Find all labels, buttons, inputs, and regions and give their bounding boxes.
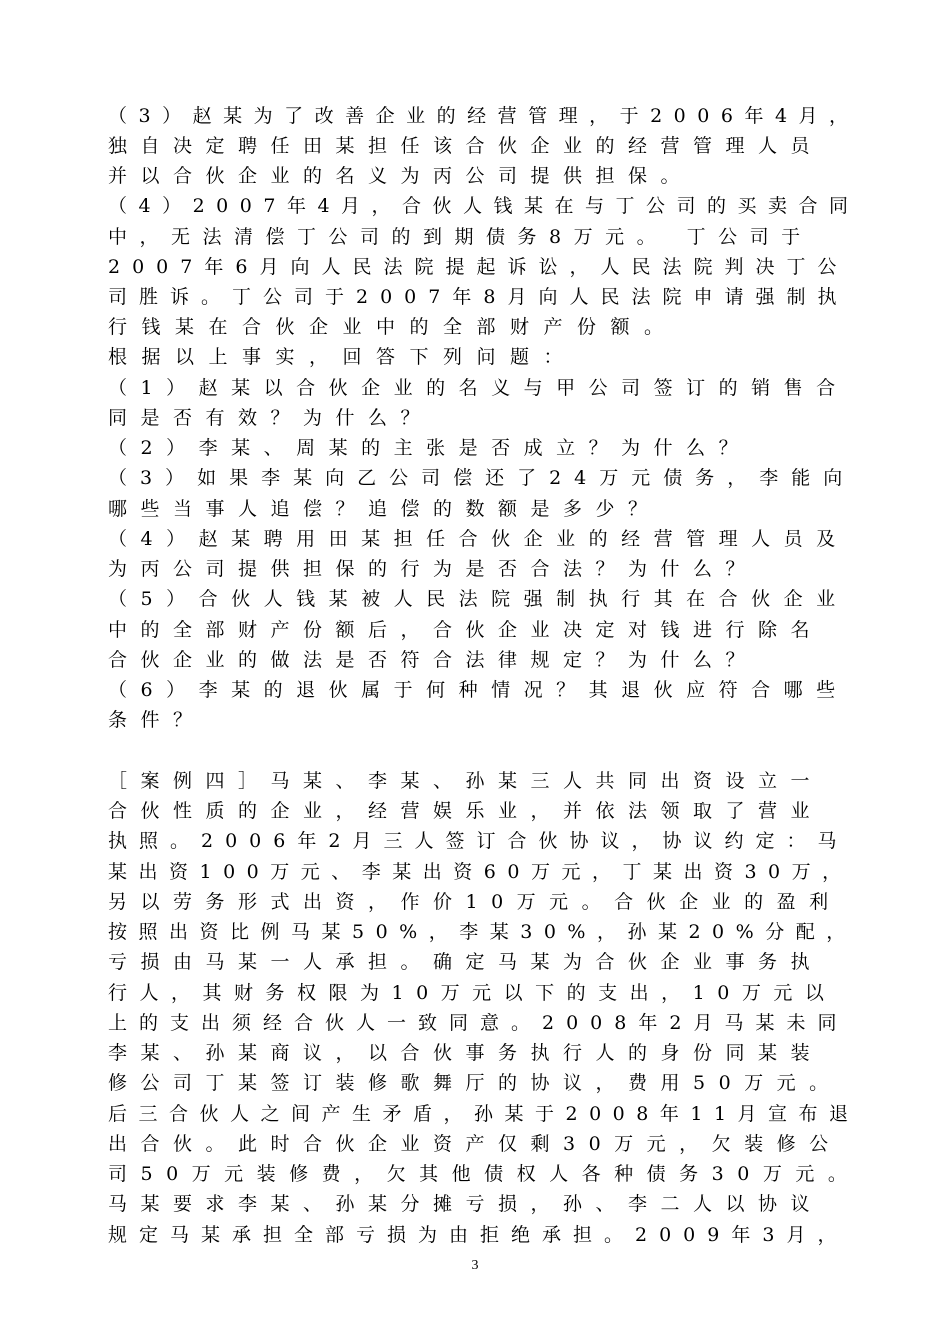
text-line: 亏损由马某一人承担。确定马某为合伙企业事务执 [108,951,824,973]
text-line: 中，无法清偿丁公司的到期债务8万元。 丁公司于 [108,226,813,248]
text-line: 独自决定聘任田某担任该合伙企业的经营管理人员 [108,135,824,157]
text-line: 同是否有效？为什么？ [108,407,434,429]
text-line: （5）合伙人钱某被人民法院强制执行其在合伙企业 [108,588,849,610]
text-line: （3）如果李某向乙公司偿还了24万元债务，李能向 [108,467,856,489]
text-line: 马某要求李某、孙某分摊亏损，孙、李二人以协议 [108,1193,824,1215]
text-line: 条件？ [108,709,206,731]
text-line: 后三合伙人之间产生矛盾，孙某于2008年11月宣布退 [108,1103,860,1125]
text-line: 司50万元装修费，欠其他债权人各种债务30万元。 [108,1163,861,1185]
text-line: （3）赵某为了改善企业的经营管理，于2006年4月， [108,105,860,127]
text-line: 为丙公司提供担保的行为是否合法？为什么？ [108,558,759,580]
text-line: 2007年6月向人民法院提起诉讼，人民法院判决丁公 [108,256,849,278]
text-line: 行人，其财务权限为10万元以下的支出，10万元以 [108,982,837,1004]
text-line: 合伙企业的做法是否符合法律规定？为什么？ [108,649,759,671]
text-line: （6）李某的退伙属于何种情况？其退伙应符合哪些 [108,679,849,701]
text-line: 上的支出须经合伙人一致同意。2008年2月马某未同 [108,1012,849,1034]
text-line: （4）2007年4月，合伙人钱某在与丁公司的买卖合同 [108,195,860,217]
text-line: （2）李某、周某的主张是否成立？为什么？ [108,437,752,459]
text-line: 执照。2006年2月三人签订合伙协议，协议约定：马 [108,830,849,852]
text-line: 李某、孙某商议，以合伙事务执行人的身份同某装 [108,1042,824,1064]
text-line: 行钱某在合伙企业中的全部财产份额。 [108,316,678,338]
text-line: 另以劳务形式出资，作价10万元。合伙企业的盈利 [108,891,842,913]
text-line: 哪些当事人追偿？追偿的数额是多少？ [108,498,661,520]
text-line: 中的全部财产份额后，合伙企业决定对钱进行除名 [108,619,824,641]
text-line: ［案例四］马某、李某、孙某三人共同出资设立一 [108,770,824,792]
text-line: 合伙性质的企业，经营娱乐业，并依法领取了营业 [108,800,824,822]
text-line: 修公司丁某签订装修歌舞厅的协议，费用50万元。 [108,1072,842,1094]
text-line: 某出资100万元、李某出资60万元，丁某出资30万， [108,861,853,883]
text-line: 按照出资比例马某50%，李某30%，孙某20%分配， [108,921,857,943]
text-line: （1）赵某以合伙企业的名义与甲公司签订的销售合 [108,377,849,399]
text-line: 根据以上事实，回答下列问题： [108,346,578,368]
text-line: 并以合伙企业的名义为丙公司提供担保。 [108,165,694,187]
page-number: 3 [471,1258,479,1273]
text-line: 规定马某承担全部亏损为由拒绝承担。2009年3月， [108,1224,849,1246]
text-line: （4）赵某聘用田某担任合伙企业的经营管理人员及 [108,528,849,550]
text-line: 司胜诉。丁公司于2007年8月向人民法院申请强制执 [108,286,849,308]
text-line: 出合伙。此时合伙企业资产仅剩30万元，欠装修公 [108,1133,842,1155]
